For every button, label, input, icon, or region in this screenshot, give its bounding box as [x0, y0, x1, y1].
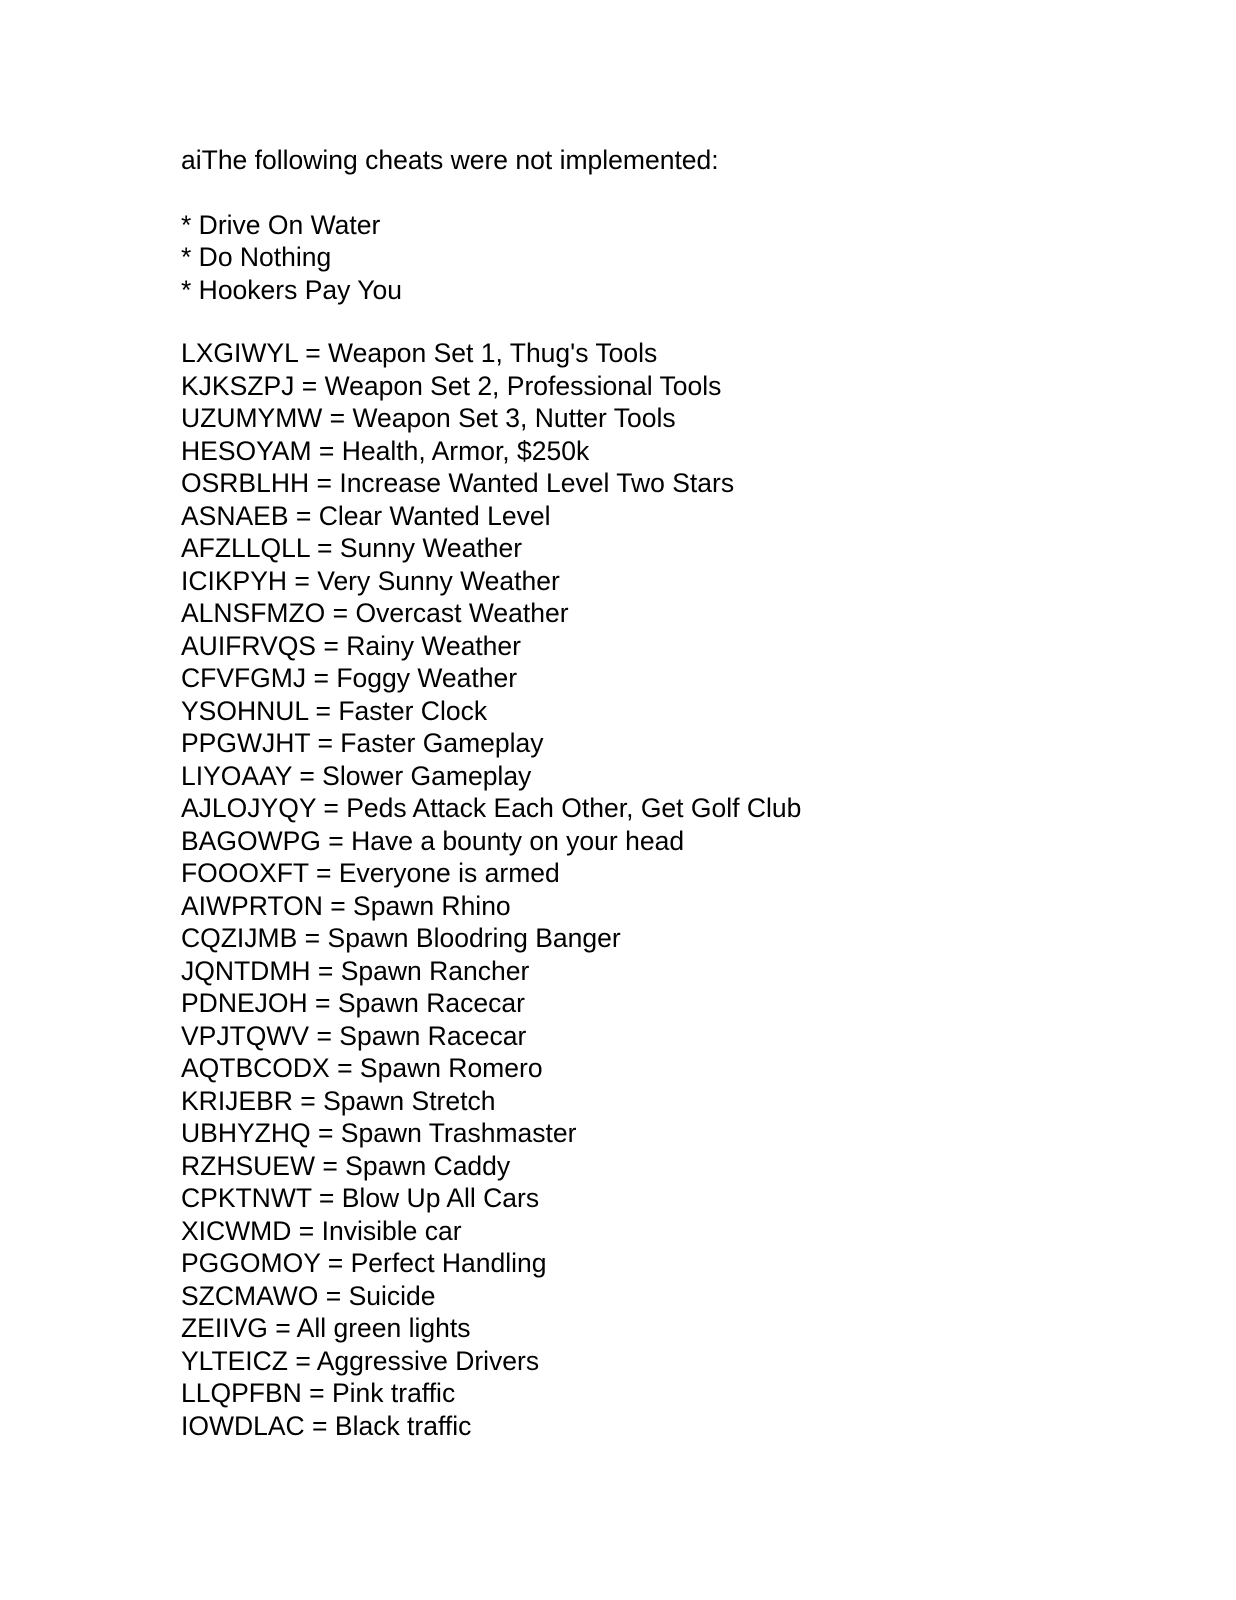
cheat-code: LXGIWYL	[181, 338, 298, 368]
cheat-effect: All green lights	[296, 1313, 471, 1343]
cheat-code-line: UBHYZHQ = Spawn Trashmaster	[181, 1118, 577, 1148]
cheat-effect: Perfect Handling	[350, 1248, 547, 1278]
cheat-code-line: YSOHNUL = Faster Clock	[181, 695, 488, 726]
cheat-effect: Spawn Rancher	[340, 955, 530, 986]
cheat-code-line: AFZLLQLL = Sunny Weather	[181, 533, 523, 563]
cheat-code: LIYOAAY	[181, 760, 292, 791]
cheat-effect: Sunny Weather	[339, 533, 523, 563]
cheat-effect: Spawn Rhino	[353, 890, 511, 921]
cheat-code: ASNAEB	[181, 500, 289, 531]
cheat-code: ICIKPYH	[181, 565, 288, 596]
cheat-code: YSOHNUL	[181, 695, 309, 726]
cheat-code-line: XICWMD = Invisible car	[181, 1215, 462, 1246]
cheat-code-line: OSRBLHH = Increase Wanted Level Two Stars	[181, 468, 735, 498]
cheat-effect: Spawn Racecar	[339, 1020, 527, 1051]
cheat-code: KJKSZPJ	[181, 370, 295, 401]
cheat-effect: Spawn Bloodring Banger	[327, 923, 621, 953]
cheat-code-line: CFVFGMJ = Foggy Weather	[181, 663, 518, 693]
cheat-effect: Suicide	[348, 1280, 436, 1311]
cheat-code: AQTBCODX	[181, 1053, 330, 1083]
cheat-code-line: UZUMYMW = Weapon Set 3, Nutter Tools	[181, 403, 676, 433]
cheat-code-line: PPGWJHT = Faster Gameplay	[181, 728, 544, 758]
cheat-code-line: ZEIIVG = All green lights	[181, 1313, 471, 1343]
cheat-code-line: CPKTNWT = Blow Up All Cars	[181, 1183, 540, 1213]
cheat-effect: Peds Attack Each Other, Get Golf Club	[346, 793, 802, 823]
cheat-code-line: ASNAEB = Clear Wanted Level	[181, 500, 551, 531]
cheat-code-line: AUIFRVQS = Rainy Weather	[181, 630, 521, 661]
cheat-code-line: LLQPFBN = Pink traffic	[181, 1378, 456, 1408]
cheat-effect: Spawn Romero	[359, 1053, 543, 1083]
cheat-code: IOWDLAC	[181, 1410, 305, 1441]
list-item: * Hookers Pay You	[181, 274, 402, 305]
cheat-effect: Weapon Set 1, Thug's Tools	[328, 338, 658, 368]
cheat-code-line: PGGOMOY = Perfect Handling	[181, 1248, 547, 1278]
cheat-effect: Black traffic	[334, 1410, 472, 1441]
cheat-effect: Overcast Weather	[355, 598, 569, 628]
cheat-code-line: KJKSZPJ = Weapon Set 2, Professional Tools	[181, 370, 722, 401]
cheat-code: RZHSUEW	[181, 1150, 315, 1181]
cheat-effect: Have a bounty on your head	[351, 825, 685, 856]
cheat-code-line: AJLOJYQY = Peds Attack Each Other, Get Golf Club	[181, 793, 802, 823]
intro-paragraph: aiThe following cheats were not implemented:	[181, 145, 719, 175]
cheat-code: PGGOMOY	[181, 1248, 321, 1278]
cheat-effect: Blow Up All Cars	[341, 1183, 540, 1213]
cheat-effect: Spawn Racecar	[337, 988, 525, 1018]
cheat-code: SZCMAWO	[181, 1280, 319, 1311]
cheat-effect: Faster Clock	[338, 695, 488, 726]
cheat-effect: Faster Gameplay	[340, 728, 544, 758]
cheat-effect: Spawn Trashmaster	[340, 1118, 577, 1148]
cheat-code-line: LIYOAAY = Slower Gameplay	[181, 760, 532, 791]
cheat-code-line: PDNEJOH = Spawn Racecar	[181, 988, 525, 1018]
cheat-code-line: AQTBCODX = Spawn Romero	[181, 1053, 543, 1083]
cheat-code: CFVFGMJ	[181, 663, 307, 693]
cheat-effect: Pink traffic	[331, 1378, 456, 1408]
cheat-code: AFZLLQLL	[181, 533, 310, 563]
cheat-code: AIWPRTON	[181, 890, 323, 921]
cheat-effect: Very Sunny Weather	[317, 565, 560, 596]
cheat-effect: Spawn Caddy	[345, 1150, 511, 1181]
list-item: * Do Nothing	[181, 242, 332, 272]
cheat-code-list	[181, 337, 1161, 1442]
cheat-code-line: KRIJEBR = Spawn Stretch	[181, 1085, 496, 1116]
cheat-code-line: VPJTQWV = Spawn Racecar	[181, 1020, 527, 1051]
cheat-effect: Spawn Stretch	[323, 1085, 496, 1116]
cheat-code: HESOYAM	[181, 435, 312, 466]
cheat-effect: Invisible car	[321, 1215, 462, 1246]
cheat-code: AJLOJYQY	[181, 793, 317, 823]
cheat-code: PDNEJOH	[181, 988, 308, 1018]
cheat-code: PPGWJHT	[181, 728, 311, 758]
cheat-code: LLQPFBN	[181, 1378, 302, 1408]
cheat-code: AUIFRVQS	[181, 630, 316, 661]
cheat-code-line: ICIKPYH = Very Sunny Weather	[181, 565, 560, 596]
cheat-code: YLTEICZ	[181, 1345, 288, 1376]
cheat-effect: Weapon Set 3, Nutter Tools	[352, 403, 676, 433]
cheat-code: BAGOWPG	[181, 825, 321, 856]
cheat-effect: Aggressive Drivers	[316, 1345, 540, 1376]
cheat-code-line: IOWDLAC = Black traffic	[181, 1410, 472, 1441]
cheat-code: ZEIIVG	[181, 1313, 268, 1343]
cheat-code: XICWMD	[181, 1215, 292, 1246]
cheat-code: FOOOXFT	[181, 858, 309, 888]
cheat-code: ALNSFMZO	[181, 598, 326, 628]
cheat-effect: Health, Armor, $250k	[341, 435, 590, 466]
list-item: * Drive On Water	[181, 209, 381, 240]
cheat-code-line: ALNSFMZO = Overcast Weather	[181, 598, 569, 628]
cheat-code: UZUMYMW	[181, 403, 323, 433]
cheat-code: JQNTDMH	[181, 955, 311, 986]
cheat-effect: Slower Gameplay	[322, 760, 532, 791]
not-implemented-list	[181, 209, 1161, 307]
cheat-code-line: JQNTDMH = Spawn Rancher	[181, 955, 530, 986]
cheat-code-line: CQZIJMB = Spawn Bloodring Banger	[181, 923, 621, 953]
cheat-code-line: FOOOXFT = Everyone is armed	[181, 858, 560, 888]
cheat-code: CPKTNWT	[181, 1183, 312, 1213]
cheat-code-line: AIWPRTON = Spawn Rhino	[181, 890, 511, 921]
cheat-effect: Rainy Weather	[346, 630, 521, 661]
document-body	[181, 144, 1161, 1442]
cheat-effect: Weapon Set 2, Professional Tools	[324, 370, 722, 401]
cheat-code: KRIJEBR	[181, 1085, 293, 1116]
cheat-code-line: LXGIWYL = Weapon Set 1, Thug's Tools	[181, 338, 658, 368]
cheat-code: CQZIJMB	[181, 923, 298, 953]
cheat-code-line: HESOYAM = Health, Armor, $250k	[181, 435, 590, 466]
cheat-code-line: RZHSUEW = Spawn Caddy	[181, 1150, 511, 1181]
cheat-code-line: YLTEICZ = Aggressive Drivers	[181, 1345, 540, 1376]
cheat-code: OSRBLHH	[181, 468, 310, 498]
cheat-code-line: SZCMAWO = Suicide	[181, 1280, 436, 1311]
cheat-effect: Increase Wanted Level Two Stars	[339, 468, 735, 498]
cheat-effect: Clear Wanted Level	[318, 500, 551, 531]
cheat-effect: Everyone is armed	[338, 858, 560, 888]
cheat-code: VPJTQWV	[181, 1020, 310, 1051]
cheat-effect: Foggy Weather	[336, 663, 518, 693]
cheat-code: UBHYZHQ	[181, 1118, 311, 1148]
cheat-code-line: BAGOWPG = Have a bounty on your head	[181, 825, 685, 856]
